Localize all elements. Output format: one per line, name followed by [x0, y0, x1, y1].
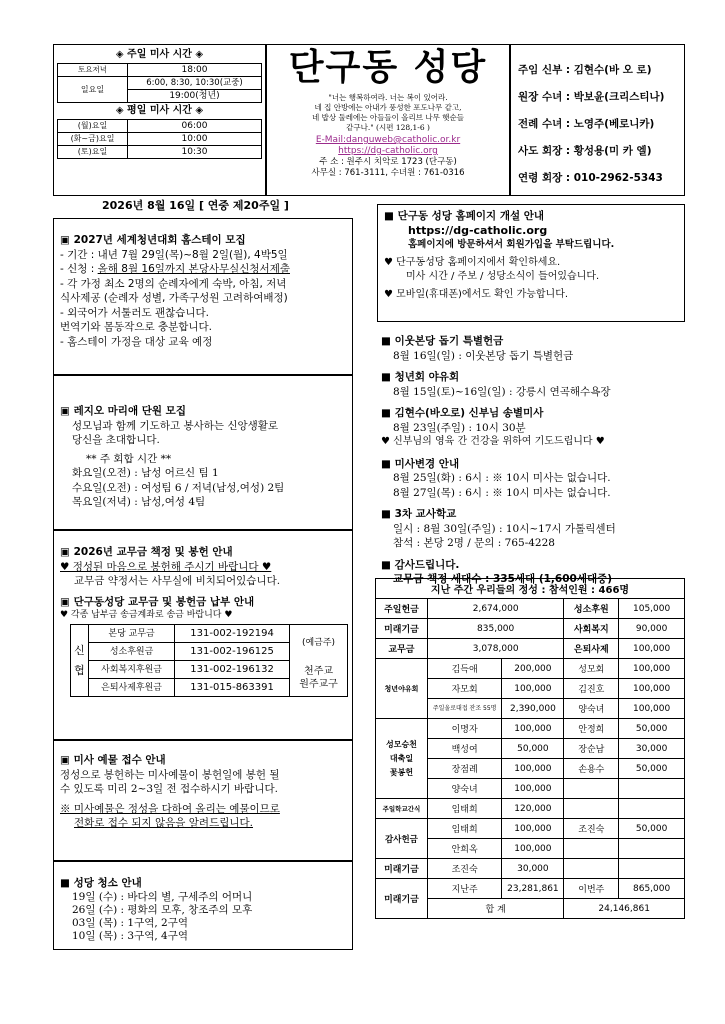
- amount: [619, 839, 685, 859]
- amount: 50,000: [619, 759, 685, 779]
- wyd-line: - 외국어가 서툴러도 괜찮습니다.: [60, 306, 209, 319]
- weekday-mass-title: ◈ 평일 미사 시간 ◈: [115, 105, 204, 116]
- staff-box: [510, 44, 685, 196]
- notice-title: ■ 이웃본당 돕기 특별헌금: [381, 335, 504, 347]
- offering-value: 100,000: [619, 639, 685, 659]
- flower-label-line: 대축일: [389, 753, 414, 763]
- notice-title: ■ 3차 교사학교: [381, 508, 457, 520]
- notice-line: 8월 25일(화) : 6시 : ※ 10시 미사는 없습니다.: [393, 472, 611, 484]
- amount: 100,000: [502, 819, 564, 839]
- payment-title: ▣ 단구동성당 교무금 및 봉헌금 납부 안내: [60, 595, 255, 608]
- payment-note: ♥ 각종 납부금 송금계좌로 송금 바랍니다 ♥: [60, 610, 233, 620]
- phone: 사무실 : 761-3111, 수녀원 : 761-0316: [311, 168, 465, 178]
- account-name: 사회복지후원금: [89, 661, 175, 679]
- gift-note: ※ 미사예물은 정성을 다하여 올리는 예물이므로: [60, 802, 280, 815]
- notice-line: 8월 16일(일) : 이웃본당 돕기 특별헌금: [393, 349, 574, 362]
- total-this-value: 865,000: [619, 879, 685, 899]
- wyd-homestay-box: [53, 218, 353, 375]
- fee-line: ♥ 정성된 마음으로 봉헌해 주시기 바랍니다 ♥: [60, 560, 272, 573]
- amount: 100,000: [502, 719, 564, 739]
- amount: [619, 799, 685, 819]
- cleaning-title: ■ 성당 청소 안내: [60, 877, 142, 889]
- youth-label: 청년야유회: [376, 659, 428, 719]
- donor: 성모회: [564, 659, 619, 679]
- cleaning-line: 26일 (수) : 평화의 모후, 창조주의 모후: [72, 903, 253, 916]
- homepage-line: 미사 시간 / 주보 / 성당소식이 들어있습니다.: [406, 271, 600, 282]
- cleaning-line: 03일 (목) : 1구역, 2구역: [72, 916, 188, 929]
- wyd-apply: [60, 262, 352, 277]
- total-label: 미래기금: [376, 879, 428, 919]
- offering-label: 성소후원: [564, 599, 619, 619]
- holder-line: 원주교구: [299, 679, 338, 691]
- offering-table: [375, 578, 685, 919]
- homepage-join: 홈페이지에 방문하셔서 회원가입을 부탁드립니다.: [408, 239, 615, 250]
- notice-title: ■ 청년회 야유회: [381, 371, 460, 383]
- gift-line: 수 있도록 미리 2~3일 전 접수하시기 바랍니다.: [60, 783, 278, 795]
- donor: [564, 839, 619, 859]
- date-line: 2026년 8월 16일 [ 연중 제20주일 ]: [102, 199, 289, 212]
- amount: 50,000: [619, 819, 685, 839]
- homepage-box: [377, 204, 685, 322]
- donor: 손용수: [564, 759, 619, 779]
- mass-schedule-box: [53, 44, 266, 196]
- donor: 자모회: [427, 679, 502, 699]
- offering-label: 교무금: [376, 639, 428, 659]
- amount: 100,000: [502, 679, 564, 699]
- flower-label: [376, 719, 428, 799]
- donor: 임태희: [427, 799, 502, 819]
- offering-value: 2,674,000: [427, 599, 563, 619]
- account-number[interactable]: 131-015-863391: [175, 679, 290, 697]
- sum-label: 합 계: [427, 899, 563, 919]
- mass-offering-box: [53, 740, 353, 861]
- donor: 안정희: [564, 719, 619, 739]
- thanks-title: ■ 감사드립니다.: [381, 558, 460, 571]
- staff-superior: 원장 수녀 : 박보윤(크리스티나): [518, 91, 665, 103]
- notice-line: 참석 : 본당 2명 / 문의 : 765-4228: [393, 537, 555, 549]
- wyd-title: ▣ 2027년 세계청년대회 홈스테이 모집: [60, 234, 246, 246]
- address: 주 소 : 원주시 치악로 1723 (단구동): [319, 157, 457, 167]
- offering-label: 사회복지: [564, 619, 619, 639]
- amount: 100,000: [619, 699, 685, 719]
- notice-line: 8월 27일(목) : 6시 : ※ 10시 미사는 없습니다.: [393, 486, 611, 499]
- notices: [381, 334, 685, 587]
- donor: 백성여: [427, 739, 502, 759]
- amount: [619, 779, 685, 799]
- offering-header: 지난 주간 우리들의 정성 : 참석인원 : 466명: [376, 579, 685, 599]
- fee-title: ▣ 2026년 교무금 책정 및 봉헌 안내: [60, 546, 233, 558]
- total-prev-value: 23,281,861: [502, 879, 564, 899]
- staff-apostolate: 사도 회장 : 황성용(미 카 엘): [518, 145, 652, 157]
- future-label: 미래기금: [376, 859, 428, 879]
- notice-line: 8월 15일(토)~16일(일) : 강릉시 연곡해수욕장: [393, 385, 611, 398]
- donor: 이명자: [427, 719, 502, 739]
- offering-label: 주일헌금: [376, 599, 428, 619]
- donor: 조진숙: [564, 819, 619, 839]
- donor: 김득애: [427, 659, 502, 679]
- donor: 주일울로대접 잔조 55명: [427, 699, 502, 719]
- notice-line: 8월 23일(주일) : 10시 30분: [393, 421, 526, 434]
- account-name: 성소후원금: [89, 643, 175, 661]
- legio-box: [53, 375, 353, 530]
- legio-line: 성모님과 함께 기도하고 봉사하는 신앙생활로: [72, 419, 279, 432]
- homepage-url[interactable]: https://dg-catholic.org: [408, 223, 548, 237]
- cleaning-line: 19일 (수) : 바다의 별, 구세주의 어머니: [72, 890, 253, 903]
- wyd-apply-deadline: 올해 8월 16일까지 본당사무실신청서제출: [97, 263, 290, 275]
- cleaning-line: 10일 (목) : 3구역, 4구역: [72, 929, 188, 942]
- thanks-subtitle: 교무금 책정 세대수 : 335세대 (1,600세대중): [393, 573, 613, 585]
- account-number[interactable]: 131-002-196132: [175, 661, 290, 679]
- offering-value: 90,000: [619, 619, 685, 639]
- amount: 30,000: [619, 739, 685, 759]
- email-link[interactable]: E-Mail:danguweb@catholic.or.kr: [315, 135, 461, 145]
- legio-line: 화요일(오전) : 남성 어르신 팀 1: [72, 467, 219, 479]
- website-link[interactable]: https://dg-catholic.org: [338, 146, 438, 156]
- donor: 안희옥: [427, 839, 502, 859]
- offering-label: 미래기금: [376, 619, 428, 639]
- amount: 100,000: [619, 679, 685, 699]
- donor: 김진호: [564, 679, 619, 699]
- account-name: 은퇴사제후원금: [89, 679, 175, 697]
- parish-name: 단구동 성당: [288, 47, 488, 88]
- wyd-period: - 기간 : 내년 7월 29일(목)~8월 2일(월), 4박5일: [60, 248, 288, 261]
- psalm-quote: "너는 행복하여라. 너는 복이 있어라. 네 집 안방에는 아내가 풍성한 포도나무 같고, 네 밥상 둘레에는 아들들이 올리브 나무 햇순들 같구나." (시편 128,1-6 ): [312, 93, 464, 132]
- donor: 양숙녀: [427, 779, 502, 799]
- sum-value: 24,146,861: [564, 899, 685, 919]
- account-name: 본당 교무금: [89, 625, 175, 643]
- account-number[interactable]: 131-002-196125: [175, 643, 290, 661]
- total-this-label: 이번주: [564, 879, 619, 899]
- staff-liturgy: 전례 수녀 : 노영주(베로니카): [518, 118, 655, 130]
- offering-value: 3,078,000: [427, 639, 563, 659]
- amount: 2,390,000: [502, 699, 564, 719]
- amount: 50,000: [502, 739, 564, 759]
- church-fee-box: [53, 530, 353, 740]
- bank-label: 신협: [71, 625, 89, 697]
- amount: 200,000: [502, 659, 564, 679]
- amount: 120,000: [502, 799, 564, 819]
- wyd-apply-label: - 신청 :: [60, 263, 98, 275]
- donor: 장점례: [427, 759, 502, 779]
- parish-header-box: [266, 44, 510, 196]
- sunday-mass-title: ◈ 주일 미사 시간 ◈: [115, 49, 204, 60]
- account-number[interactable]: 131-002-192194: [175, 625, 290, 643]
- legio-title: ▣ 레지오 마리애 단원 모집: [60, 405, 186, 417]
- legio-line: 당신을 초대합니다.: [72, 434, 160, 446]
- notice-title: ■ 미사변경 안내: [381, 457, 460, 470]
- donor: 조진숙: [427, 859, 502, 879]
- staff-pastor: 주임 신부 : 김현수(바 오 로): [518, 64, 652, 76]
- donor: 양숙녀: [564, 699, 619, 719]
- donor: [564, 779, 619, 799]
- account-holder: (예금주): [290, 625, 348, 661]
- amount: 100,000: [619, 659, 685, 679]
- notice-title: ■ 김현수(바오로) 신부님 송별미사: [381, 407, 544, 419]
- wyd-line: 식사제공 (순례자 성별, 가족구성원 고려하여배정): [60, 292, 288, 304]
- donor: [564, 859, 619, 879]
- wyd-line: - 각 가정 최소 2명의 순례자에게 숙박, 아침, 저녁: [60, 277, 287, 290]
- gift-title: ▣ 미사 예물 접수 안내: [60, 754, 166, 766]
- donor: [564, 799, 619, 819]
- amount: 100,000: [502, 759, 564, 779]
- donor: 장순남: [564, 739, 619, 759]
- flower-label-line: 성모승천: [385, 739, 417, 749]
- amount: [619, 859, 685, 879]
- donor: 임태희: [427, 819, 502, 839]
- total-prev-label: 지난주: [427, 879, 502, 899]
- amount: 50,000: [619, 719, 685, 739]
- homepage-line: ♥ 단구동성당 홈페이지에서 확인하세요.: [384, 256, 561, 268]
- thanksgiving-label: 감사헌금: [376, 819, 428, 859]
- notice-line: 일시 : 8월 30일(주일) : 10시~17시 가톨릭센터: [393, 522, 616, 535]
- homepage-line: ♥ 모바일(휴대폰)에서도 확인 가능합니다.: [384, 288, 569, 300]
- legio-meeting-title: ** 주 회합 시간 **: [86, 452, 172, 465]
- offering-value: 105,000: [619, 599, 685, 619]
- weekday-mass-table: (월)요일 06:00 (화~금)요일 10:00 (토)요일 10:30: [57, 119, 262, 159]
- school-label: 주일학교간식: [376, 799, 428, 819]
- cleaning-box: [53, 861, 353, 950]
- account-holder-name: [290, 661, 348, 697]
- amount: 100,000: [502, 839, 564, 859]
- homepage-title: ■ 단구동 성당 홈페이지 개설 안내: [384, 210, 545, 222]
- holder-line: 천주교: [304, 666, 334, 678]
- legio-line: 수요일(오전) : 여성팀 6 / 저녁(남성,여성) 2팀: [72, 481, 285, 494]
- offering-label: 은퇴사제: [564, 639, 619, 659]
- wyd-line: 번역기와 몸동작으로 충분합니다.: [60, 321, 213, 333]
- gift-note: 전화로 접수 되지 않음을 알려드립니다.: [74, 817, 253, 829]
- amount: 30,000: [502, 859, 564, 879]
- flower-label-line: 꽃봉헌: [389, 767, 414, 777]
- wyd-line: - 홈스테이 가정을 대상 교육 예정: [60, 335, 213, 348]
- fee-line: 교무금 약정서는 사무실에 비치되어있습니다.: [74, 575, 281, 587]
- staff-funeral: 연령 회장 : 010-2962-5343: [518, 172, 663, 184]
- account-table: [70, 624, 348, 697]
- gift-line: 정성으로 봉헌하는 미사예물이 봉헌일에 봉헌 될: [60, 768, 280, 781]
- legio-line: 목요일(저녁) : 남성,여성 4팀: [72, 496, 206, 508]
- amount: 100,000: [502, 779, 564, 799]
- notice-line: ♥ 신부님의 영육 간 건강을 위하여 기도드립니다 ♥: [381, 436, 605, 447]
- sunday-mass-table: 토요저녁 18:00 일요일 6:00, 8:30, 10:30(교중) 19:00(청년): [57, 63, 262, 103]
- offering-value: 835,000: [427, 619, 563, 639]
